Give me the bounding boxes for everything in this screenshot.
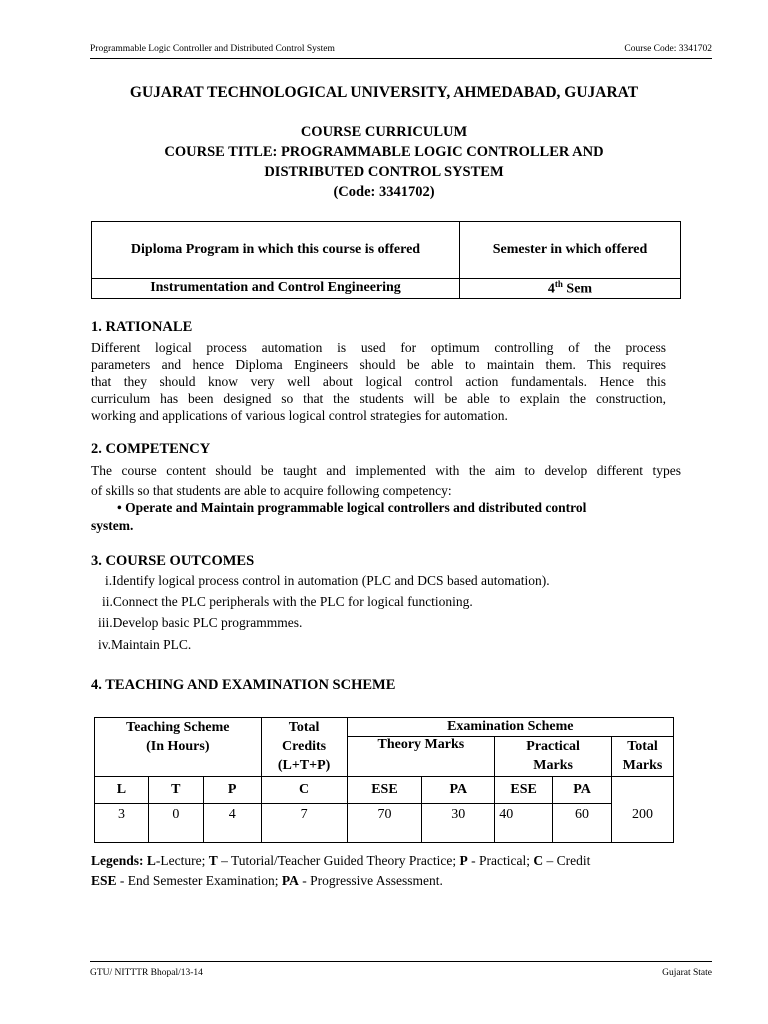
value-theory-pa: 30 [422, 803, 495, 842]
page-header [90, 44, 712, 59]
practical-title: Practical [526, 739, 580, 754]
legend-desc-t: – Tutorial/Teacher Guided Theory Practice; [221, 853, 457, 868]
rationale-line: that they should know very well about logical control action fundamentals. Hence this [91, 374, 666, 389]
sub-header-practical-pa: PA [553, 776, 612, 803]
semester-header-cell: Semester in which offered [460, 222, 681, 279]
total-marks-title-1: Total [627, 739, 658, 754]
value-p: 4 [203, 803, 261, 842]
practical-unit: Marks [533, 758, 573, 773]
semester-word: Sem [566, 281, 593, 297]
value-c: 7 [261, 803, 347, 842]
total-marks-header [612, 737, 674, 777]
competency-statement: Operate and Maintain programmable logical controllers and distributed control [125, 500, 587, 515]
rationale-line: working and applications of various logical control strategies for automation. [91, 408, 508, 423]
program-name-cell: Instrumentation and Control Engineering [92, 279, 460, 299]
semester-superscript: th [554, 279, 563, 289]
outcome-item: iii.Develop basic PLC programmmes. [98, 615, 303, 630]
legend-key-c: C [533, 853, 544, 868]
value-theory-ese: 70 [347, 803, 422, 842]
outcome-item: ii.Connect the PLC peripherals with the PLC for logical functioning. [102, 594, 473, 609]
program-header-cell: Diploma Program in which this course is offered [92, 222, 460, 279]
teaching-scheme-header [95, 718, 262, 757]
rationale-paragraph [91, 339, 666, 424]
sub-header-p: P [203, 776, 261, 803]
total-marks-value: 200 [612, 776, 674, 842]
value-practical-ese: 40 [495, 803, 553, 842]
legend-key-pa: PA [281, 873, 299, 888]
sub-header-c: C [261, 776, 347, 803]
footer-left: GTU/ NITTTR Bhopal/13-14 [90, 968, 203, 978]
outcome-item: iv.Maintain PLC. [98, 637, 192, 652]
rationale-line: Different logical process automation is used for optimum controlling of the process [91, 340, 666, 355]
course-title-line2: DISTRIBUTED CONTROL SYSTEM [264, 164, 504, 180]
bullet-icon: • [117, 500, 122, 515]
competency-bullet-line [117, 500, 586, 516]
total-marks-title-2: Marks [622, 758, 663, 773]
legend-key-l: L [146, 853, 156, 868]
sub-header-theory-pa: PA [422, 776, 495, 803]
sub-header-t: T [148, 776, 203, 803]
credits-title-2: Credits [282, 739, 327, 754]
total-credits-header [261, 718, 347, 777]
sub-header-practical-ese: ESE [495, 776, 553, 803]
teaching-spacer [95, 756, 262, 776]
course-title-line1: COURSE TITLE: PROGRAMMABLE LOGIC CONTROLLER AND [164, 144, 604, 160]
teaching-scheme-title: Teaching Scheme [126, 720, 230, 735]
legend-desc-ese: - End Semester Examination; [119, 873, 279, 888]
theory-marks-header: Theory Marks [347, 737, 495, 777]
competency-line: of skills so that students are able to acquire following competency: [91, 483, 452, 498]
legend-line-1 [91, 851, 681, 871]
rationale-line: curriculum has been designed so that the students will be able to explain the construction, [91, 391, 666, 406]
legend-key-p: P [459, 853, 468, 868]
rationale-heading: 1. RATIONALE [91, 319, 193, 335]
outcomes-heading: 3. COURSE OUTCOMES [91, 553, 255, 569]
semester-cell [460, 279, 681, 299]
semester-number: 4 [547, 281, 555, 297]
outcome-item: i.Identify logical process control in automation (PLC and DCS based automation). [105, 573, 550, 588]
legend-desc-pa: - Progressive Assessment. [302, 873, 443, 888]
value-t: 0 [148, 803, 203, 842]
course-title-block [0, 122, 768, 202]
legend-key-ese: ESE [91, 873, 117, 888]
header-course-name: Programmable Logic Controller and Distributed Control System [90, 44, 335, 54]
header-course-code: Course Code: 3341702 [624, 44, 712, 54]
program-table [91, 221, 681, 299]
course-code-line: (Code: 3341702) [333, 184, 435, 200]
rationale-line: parameters and hence Diploma Engineers should be able to maintain them. This requires [91, 357, 666, 372]
competency-heading: 2. COMPETENCY [91, 441, 211, 457]
legend-key-t: T [208, 853, 218, 868]
curriculum-heading: COURSE CURRICULUM [300, 124, 468, 140]
value-practical-pa: 60 [553, 803, 612, 842]
sub-header-theory-ese: ESE [347, 776, 422, 803]
competency-line: The course content should be taught and implemented with the aim to develop different types [91, 463, 681, 478]
legend-label: Legends: [91, 853, 144, 868]
legend-desc-p: - Practical; [471, 853, 530, 868]
credits-formula: (L+T+P) [277, 758, 331, 773]
exam-scheme-header: Examination Scheme [347, 718, 673, 737]
page-footer [90, 961, 712, 978]
footer-right: Gujarat State [662, 968, 712, 978]
scheme-heading: 4. TEACHING AND EXAMINATION SCHEME [91, 677, 396, 693]
university-title: GUJARAT TECHNOLOGICAL UNIVERSITY, AHMEDABAD, GUJARAT [129, 84, 639, 101]
legend-line-2 [91, 871, 681, 891]
scheme-table [94, 717, 674, 843]
legend-block [91, 851, 681, 891]
legend-desc-c: – Credit [546, 853, 591, 868]
value-l: 3 [95, 803, 149, 842]
teaching-scheme-unit: (In Hours) [146, 739, 210, 754]
practical-marks-header [495, 737, 612, 777]
credits-title-1: Total [288, 720, 320, 735]
competency-statement-end: system. [91, 518, 134, 533]
sub-header-l: L [95, 776, 149, 803]
competency-paragraph [91, 461, 681, 501]
legend-desc-l: -Lecture; [155, 853, 206, 868]
